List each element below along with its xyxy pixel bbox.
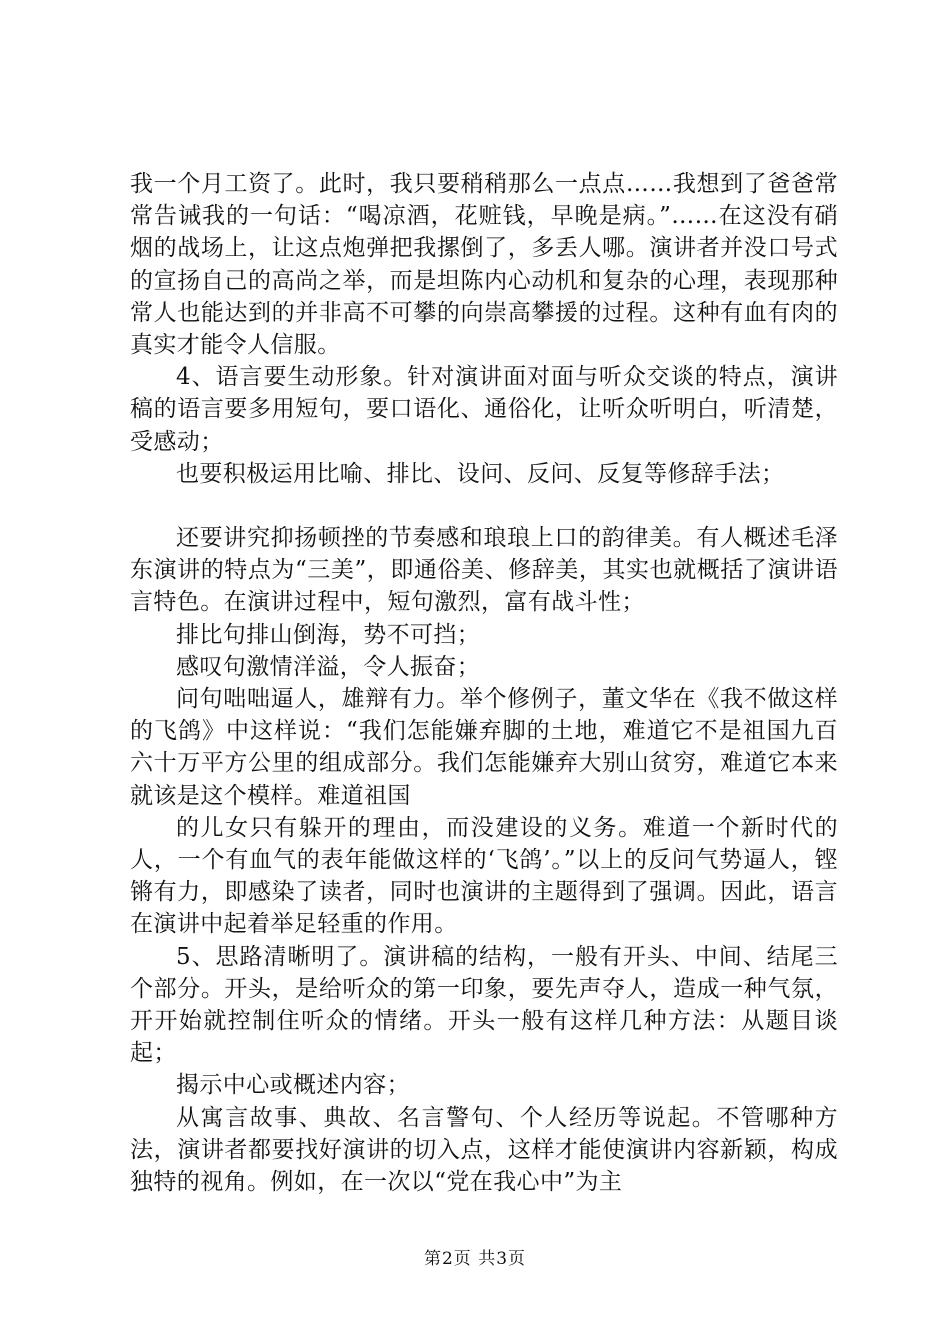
paragraph-11: 从寓言故事、典故、名言警句、个人经历等说起。不管哪种方法，演讲者都要找好演讲的切入点，这样才能使演讲内容新颖，构成独特的视角。例如，在一次以“党在我心中”为主	[130, 1104, 838, 1196]
paragraph-10: 揭示中心或概述内容；	[176, 1072, 410, 1099]
paragraph-3: 也要积极运用比喻、排比、设问、反问、反复等修辞手法；	[176, 460, 785, 487]
paragraph-9: 5、思路清晰明了。演讲稿的结构，一般有开头、中间、结尾三个部分。开头，是给听众的第一印象，要先声夺人，造成一种气氛，开开始就控制住听众的情绪。开头一般有这样几种方法：从题目谈起；	[130, 943, 838, 1067]
paragraph-7: 问句咄咄逼人，雄辩有力。举个修例子，董文华在《我不做这样的飞鸽》中这样说：“我们怎能嫌弃脚的土地，难道它不是祖国九百六十万平方公里的组成部分。我们怎能嫌弃大别山贫穷，难道它本来就该是这个模样。难道祖国	[130, 686, 838, 809]
paragraph-5: 排比句排山倒海，势不可挡；	[176, 621, 481, 648]
paragraph-2: 4、语言要生动形象。针对演讲面对面与听众交谈的特点，演讲稿的语言要多用短句，要口语化、通俗化，让听众听明白，听清楚，受感动；	[130, 364, 838, 455]
paragraph-1: 我一个月工资了。此时，我只要稍稍那么一点点……我想到了爸爸常常告诫我的一句话：“喝凉酒，花赃钱，早晚是病。”……在这没有硝烟的战场上，让这点炮弹把我摞倒了，多丢人哪。演讲者并没口号式的宣扬自己的高尚之举，而是坦陈内心动机和复杂的心理，表现那种常人也能达到的并非高不可攀的向崇高攀援的过程。这种有血有肉的真实才能令人信服。	[130, 171, 838, 359]
document-body	[130, 168, 838, 1198]
paragraph-gap	[130, 490, 838, 522]
paragraph-6: 感叹句激情洋溢，令人振奋；	[176, 653, 481, 680]
page-number-footer: 第2页 共3页	[423, 1249, 527, 1269]
paragraph-8: 的儿女只有躲开的理由，而没建设的义务。难道一个新时代的人，一个有血气的表年能做这样的‘飞鸽’。”以上的反问气势逼人，铿锵有力，即感染了读者，同时也演讲的主题得到了强调。因此，语言在演讲中起着举足轻重的作用。	[130, 814, 838, 938]
paragraph-4: 还要讲究抑扬顿挫的节奏感和琅琅上口的韵律美。有人概述毛泽东演讲的特点为“三美”，即通俗美、修辞美，其实也就概括了演讲语言特色。在演讲过程中，短句激烈，富有战斗性；	[130, 525, 838, 616]
